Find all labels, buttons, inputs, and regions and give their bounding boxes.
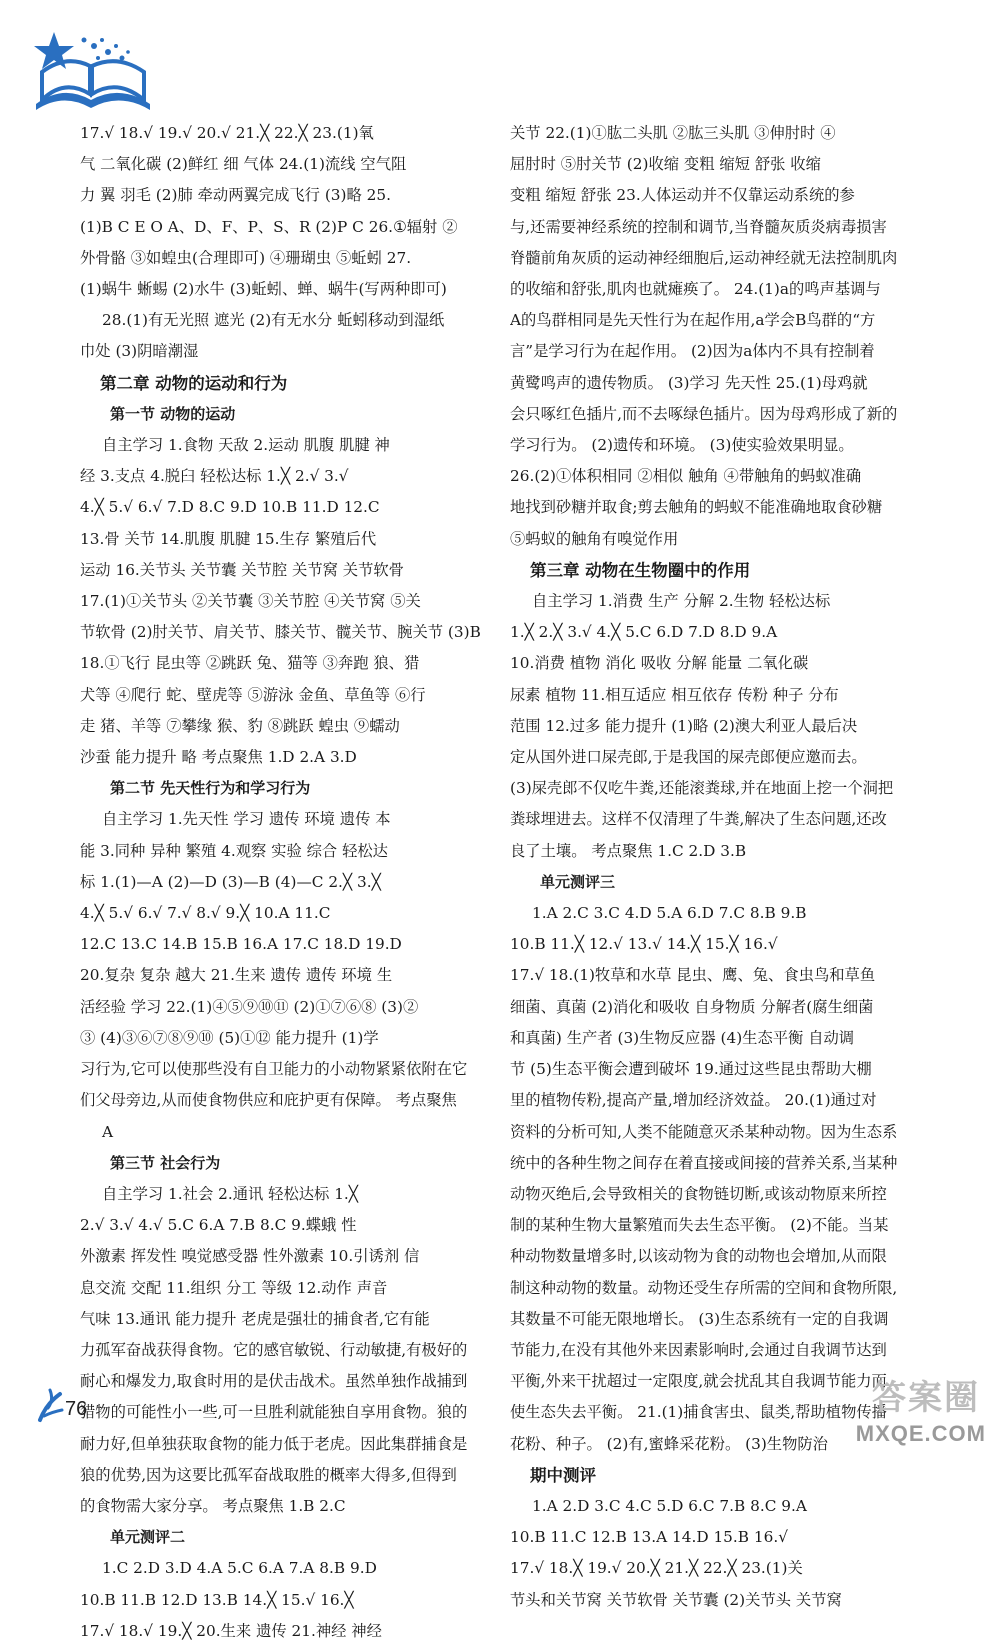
answer-line: 走 猪、羊等 ⑦攀缘 猴、豹 ⑧跳跃 蝗虫 ⑨蠕动 [80,716,400,735]
answer-line: 26.(2)①体积相同 ②相似 触角 ④带触角的蚂蚁准确 [510,467,862,486]
answer-line: 活经验 学习 22.(1)④⑤⑨⑩⑪ (2)①⑦⑥⑧ (3)② [80,997,419,1016]
answer-line: 节软骨 (2)肘关节、肩关节、膝关节、髋关节、腕关节 (3)B [80,623,481,642]
answer-line: 气 二氧化碳 (2)鲜红 细 气体 24.(1)流线 空气阻 [80,155,407,174]
answer-line: 学习行为。 (2)遗传和环境。 (3)使实验效果明显。 [510,436,854,455]
answer-line: 2.√ 3.√ 4.√ 5.C 6.A 7.B 8.C 9.蝶蛾 性 [80,1216,357,1235]
answer-line: 20.复杂 复杂 越大 21.生来 遗传 遗传 环境 生 [80,966,393,985]
chapter-heading: 期中测评 [530,1465,596,1485]
corner-decoration-icon [36,1386,66,1424]
answer-line: 自主学习 1.消费 生产 分解 2.生物 轻松达标 [532,592,831,611]
answer-line: ③ (4)③⑥⑦⑧⑨⑩ (5)①⑫ 能力提升 (1)学 [80,1028,379,1047]
answer-line: 10.B 11.B 12.D 13.B 14.╳ 15.√ 16.╳ [80,1590,354,1609]
answer-line: 外激素 挥发性 嗅觉感受器 性外激素 10.引诱剂 信 [80,1247,420,1266]
answer-line: 节 (5)生态平衡会遭到破坏 19.通过这些昆虫帮助大棚 [510,1060,872,1079]
answer-line: 1.A 2.C 3.C 4.D 5.A 6.D 7.C 8.B 9.B [532,904,807,923]
answer-line: 范围 12.过多 能力提升 (1)略 (2)澳大利亚人最后决 [510,716,858,735]
answer-line: 外骨骼 ③如蝗虫(合理即可) ④珊瑚虫 ⑤蚯蚓 27. [80,248,412,267]
answer-line: 粪球埋进去。这样不仅清理了牛粪,解决了生态问题,还改 [510,810,887,829]
watermark-url: MXQE.COM [855,1421,986,1446]
answer-line: 耐心和爆发力,取食时用的是伏击战术。虽然单独作战捕到 [80,1372,468,1391]
answer-line: 自主学习 1.食物 天敌 2.运动 肌腹 肌腱 神 [102,436,390,455]
answer-line: 会只啄红色插片,而不去啄绿色插片。因为母鸡形成了新的 [510,404,898,423]
watermark-logo: 答案圈 [872,1378,980,1418]
answer-line: 息交流 交配 11.组织 分工 等级 12.动作 声音 [80,1278,388,1297]
answer-line: 使生态失去平衡。 21.(1)捕食害虫、鼠类,帮助植物传播 [510,1403,887,1422]
answer-line: 犬等 ④爬行 蛇、壁虎等 ⑤游泳 金鱼、草鱼等 ⑥行 [80,685,426,704]
answer-line: 制的某种生物大量繁殖而失去生态平衡。 (2)不能。当某 [510,1216,889,1235]
answer-line: 节头和关节窝 关节软骨 关节囊 (2)关节头 关节窝 [510,1590,842,1609]
answer-line: 标 1.(1)—A (2)—D (3)—B (4)—C 2.╳ 3.╳ [80,872,381,891]
answer-line: 4.╳ 5.√ 6.√ 7.D 8.C 9.D 10.B 11.D 12.C [80,498,380,517]
answer-line: 地找到砂糖并取食;剪去触角的蚂蚁不能准确地取食砂糖 [510,498,883,517]
answer-line: 里的植物传粉,提高产量,增加经济效益。 20.(1)通过对 [510,1091,877,1110]
answer-line: 12.C 13.C 14.B 15.B 16.A 17.C 18.D 19.D [80,935,402,954]
answer-line: 耐力好,但单独获取食物的能力低于老虎。因此集群捕食是 [80,1434,468,1453]
answer-line: 17.√ 18.√ 19.╳ 20.生来 遗传 21.神经 神经 [80,1621,382,1640]
answer-line: 花粉、种子。 (2)有,蜜蜂采花粉。 (3)生物防治 [510,1434,828,1453]
answer-line: 与,还需要神经系统的控制和调节,当脊髓灰质炎病毒损害 [510,217,887,236]
answer-line: 统中的各种生物之间存在着直接或间接的营养关系,当某种 [510,1153,898,1172]
answer-line: 动物灭绝后,会导致相关的食物链切断,或该动物原来所控 [510,1184,887,1203]
answer-line: 17.(1)①关节头 ②关节囊 ③关节腔 ④关节窝 ⑤关 [80,592,421,611]
answer-line: 巾处 (3)阴暗潮湿 [80,342,199,361]
answer-line: 黄鹭鸣声的遗传物质。 (3)学习 先天性 25.(1)母鸡就 [510,373,868,392]
answer-line: A的鸟群相同是先天性行为在起作用,a学会B鸟群的“方 [510,311,876,330]
answer-line: 制这种动物的数量。动物还受生存所需的空间和食物所限, [510,1278,898,1297]
answer-line: 言”是学习行为在起作用。 (2)因为a体内不具有控制着 [510,342,875,361]
answer-line: 习行为,它可以使那些没有自卫能力的小动物紧紧依附在它 [80,1060,468,1079]
section-heading: 单元测评二 [110,1528,186,1547]
answer-line: 经 3.支点 4.脱臼 轻松达标 1.╳ 2.√ 3.√ [80,467,349,486]
answer-line: 17.√ 18.╳ 19.√ 20.╳ 21.╳ 22.╳ 23.(1)关 [510,1559,803,1578]
page-number: 76 [65,1398,88,1420]
answer-line: 的食物需大家分享。 考点聚焦 1.B 2.C [80,1496,346,1515]
section-heading: 单元测评三 [540,872,616,891]
answer-line: (1)蜗牛 蜥蜴 (2)水牛 (3)蚯蚓、蝉、蜗牛(写两种即可) [80,280,447,299]
answer-line: 屈肘时 ⑤肘关节 (2)收缩 变粗 缩短 舒张 收缩 [510,155,821,174]
answer-line: 18.①飞行 昆虫等 ②跳跃 兔、猫等 ③奔跑 狼、猎 [80,654,420,673]
answer-line: 28.(1)有无光照 遮光 (2)有无水分 蚯蚓移动到湿纸 [102,311,445,330]
answer-line: 良了土壤。 考点聚焦 1.C 2.D 3.B [510,841,747,860]
answer-line: 10.B 11.C 12.B 13.A 14.D 15.B 16.√ [510,1528,788,1547]
answer-line: 其数量不可能无限地增长。 (3)生态系统有一定的自我调 [510,1309,889,1328]
answer-line: (1)B C E O A、D、F、P、S、R (2)P C 26.①辐射 ② [80,217,458,236]
answer-line: 运动 16.关节头 关节囊 关节腔 关节窝 关节软骨 [80,560,404,579]
answer-line: 自主学习 1.社会 2.通讯 轻松达标 1.╳ [102,1184,359,1203]
answer-line: 资料的分析可知,人类不能随意灭杀某种动物。因为生态系 [510,1122,898,1141]
answer-line: 17.√ 18.√ 19.√ 20.√ 21.╳ 22.╳ 23.(1)氧 [80,124,374,142]
left-answer-column [80,118,482,1647]
answer-line: (3)屎壳郎不仅吃牛粪,还能滚粪球,并在地面上挖一个洞把 [510,779,894,798]
answer-line: 关节 22.(1)①肱二头肌 ②肱三头肌 ③伸肘时 ④ [510,124,836,142]
answer-line: A [102,1122,114,1141]
answer-line: 力 翼 羽毛 (2)肺 牵动两翼完成飞行 (3)略 25. [80,186,391,205]
answer-line: 种动物数量增多时,以该动物为食的动物也会增加,从而限 [510,1247,887,1266]
answer-line: 10.消费 植物 消化 吸收 分解 能量 二氧化碳 [510,654,809,673]
answer-line: 力孤军奋战获得食物。它的感官敏锐、行动敏捷,有极好的 [80,1340,468,1359]
answer-line: 的收缩和舒张,肌肉也就瘫痪了。 24.(1)a的鸣声基调与 [510,280,881,299]
answer-line: 们父母旁边,从而使食物供应和庇护更有保障。 考点聚焦 [80,1091,457,1110]
answer-line: 10.B 11.╳ 12.√ 13.√ 14.╳ 15.╳ 16.√ [510,935,778,954]
chapter-heading: 第三章 动物在生物圈中的作用 [530,560,751,580]
answer-line: 尿素 植物 11.相互适应 相互依存 传粉 种子 分布 [510,685,839,704]
answer-line: 沙蚕 能力提升 略 考点聚焦 1.D 2.A 3.D [80,748,357,767]
right-answer-column [510,118,922,1616]
answer-line: 4.╳ 5.√ 6.√ 7.√ 8.√ 9.╳ 10.A 11.C [80,904,331,923]
answer-line: 定从国外进口屎壳郎,于是我国的屎壳郎便应邀而去。 [510,748,867,767]
section-heading: 第三节 社会行为 [110,1153,221,1172]
answer-line: 猎物的可能性小一些,可一旦胜利就能独自享用食物。狼的 [80,1403,468,1422]
answer-line: 13.骨 关节 14.肌腹 肌腱 15.生存 繁殖后代 [80,529,377,548]
answer-line: 脊髓前角灰质的运动神经细胞后,运动神经就无法控制肌肉 [510,248,898,267]
answer-line: 平衡,外来干扰超过一定限度,就会扰乱其自我调节能力而 [510,1372,887,1391]
answer-line: 1.C 2.D 3.D 4.A 5.C 6.A 7.A 8.B 9.D [102,1559,377,1578]
answer-line: 1.A 2.D 3.C 4.C 5.D 6.C 7.B 8.C 9.A [532,1496,807,1515]
answer-line: 17.√ 18.(1)牧草和水草 昆虫、鹰、兔、食虫鸟和草鱼 [510,966,876,985]
answer-line: ⑤蚂蚁的触角有嗅觉作用 [510,529,679,548]
answer-line: 自主学习 1.先天性 学习 遗传 环境 遗传 本 [102,810,391,829]
answer-line: 1.╳ 2.╳ 3.√ 4.╳ 5.C 6.D 7.D 8.D 9.A [510,623,778,642]
answer-line: 细菌、真菌 (2)消化和吸收 自身物质 分解者(腐生细菌 [510,997,874,1016]
chapter-heading: 第二章 动物的运动和行为 [100,373,288,393]
answer-line: 狼的优势,因为这要比孤军奋战取胜的概率大得多,但得到 [80,1465,457,1484]
answer-line: 节能力,在没有其他外来因素影响时,会通过自我调节达到 [510,1340,887,1359]
answer-line: 变粗 缩短 舒张 23.人体运动并不仅靠运动系统的参 [510,186,855,205]
book-star-logo-icon [28,26,158,116]
answer-line: 气味 13.通讯 能力提升 老虎是强壮的捕食者,它有能 [80,1309,430,1328]
section-heading: 第二节 先天性行为和学习行为 [110,779,311,798]
answer-line: 和真菌) 生产者 (3)生物反应器 (4)生态平衡 自动调 [510,1028,855,1047]
answer-line: 能 3.同种 异种 繁殖 4.观察 实验 综合 轻松达 [80,841,388,860]
section-heading: 第一节 动物的运动 [110,404,236,423]
